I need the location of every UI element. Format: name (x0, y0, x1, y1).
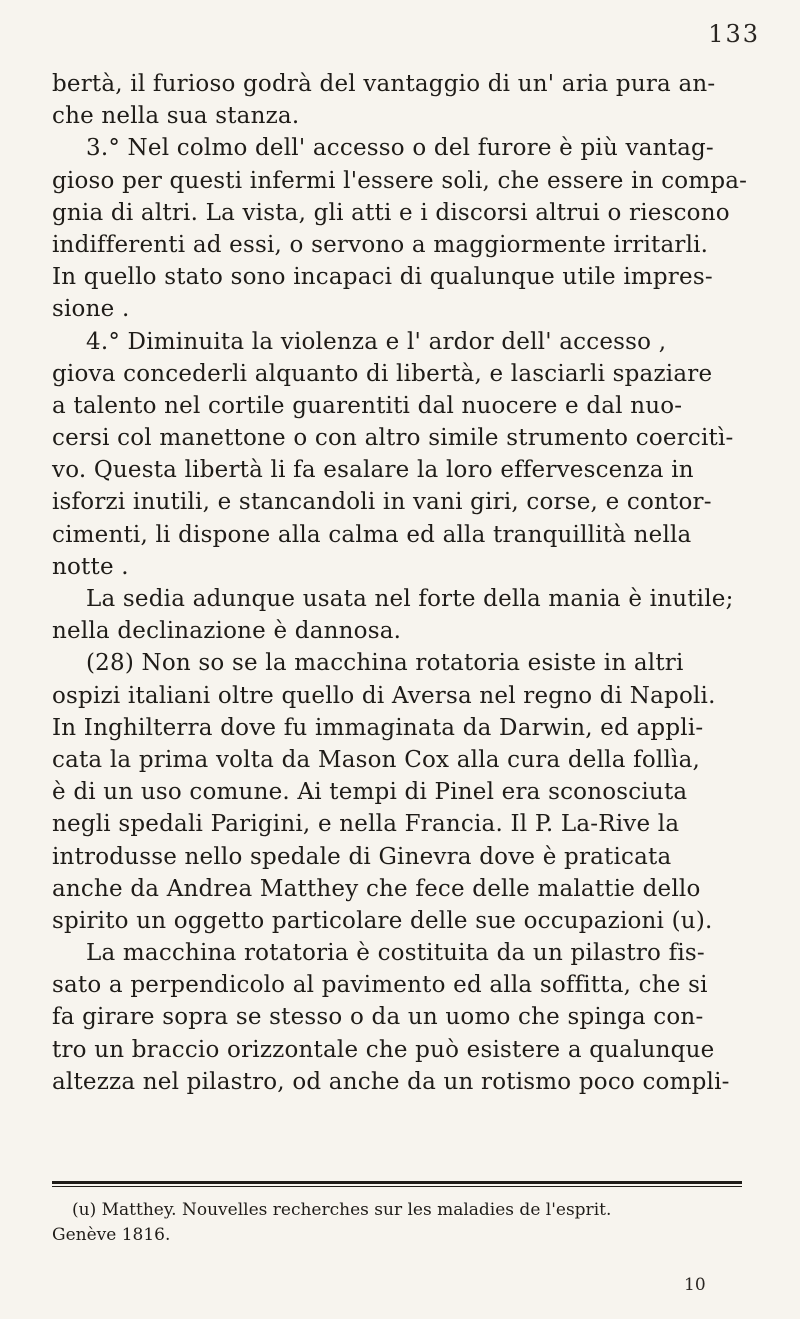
footnote-separator-rule (52, 1181, 742, 1184)
text-line: vo. Questa libertà li fa esalare la loro effervescenza in (52, 457, 694, 484)
text-line: negli spedali Parigini, e nella Francia. Il P. La-Rive la (52, 811, 680, 838)
text-line: anche da Andrea Matthey che fece delle malattie dello (52, 875, 701, 902)
text-line: cersi col manettone o con altro simile strumento coercitì- (52, 425, 734, 452)
footnote-line: Genève 1816. (52, 1225, 171, 1245)
text-line: giova concederli alquanto di libertà, e lasciarli spaziare (52, 360, 713, 387)
text-line: tro un braccio orizzontale che può esistere a qualunque (52, 1036, 715, 1063)
text-line: (28) Non so se la macchina rotatoria esiste in altri (86, 650, 684, 677)
text-line: che nella sua stanza. (52, 103, 300, 130)
text-line: 4.° Diminuita la violenza e l' ardor dell' accesso , (86, 328, 667, 355)
signature-mark: 10 (684, 1275, 706, 1295)
text-line: spirito un oggetto particolare delle sue occupazioni (u). (52, 907, 713, 934)
text-line: è di un uso comune. Ai tempi di Pinel era sconosciuta (52, 779, 688, 806)
footnote (52, 1198, 752, 1248)
text-line: introdusse nello spedale di Ginevra dove è praticata (52, 843, 672, 870)
text-line: cata la prima volta da Mason Cox alla cura della follìa, (52, 746, 701, 773)
text-line: altezza nel pilastro, od anche da un rotismo poco compli- (52, 1068, 730, 1095)
footnote-line: (u) Matthey. Nouvelles recherches sur les maladies de l'esprit. (72, 1200, 612, 1220)
text-line: La sedia adunque usata nel forte della mania è inutile; (86, 586, 734, 612)
body-text (52, 68, 748, 1098)
text-line: sione . (52, 296, 130, 323)
text-line: nella declinazione è dannosa. (52, 618, 402, 645)
text-line: sato a perpendicolo al pavimento ed alla soffitta, che si (52, 972, 708, 999)
text-line: isforzi inutili, e stancandoli in vani giri, corse, e contor- (52, 489, 712, 516)
text-line: La macchina rotatoria è costituita da un pilastro fis- (86, 940, 705, 967)
footnote-separator-thin-rule (52, 1186, 742, 1187)
text-line: a talento nel cortile guarentiti dal nuocere e dal nuo- (52, 392, 683, 419)
page-number: 133 (708, 20, 760, 48)
text-line: gnia di altri. La vista, gli atti e i discorsi altrui o riescono (52, 199, 730, 226)
text-line: In quello stato sono incapaci di qualunque utile impres- (52, 264, 713, 291)
text-line: cimenti, li dispone alla calma ed alla tranquillità nella (52, 521, 692, 548)
text-line: notte . (52, 553, 129, 580)
text-line: bertà, il furioso godrà del vantaggio di un' aria pura an- (52, 71, 716, 97)
text-line: gioso per questi infermi l'essere soli, che essere in compa- (52, 167, 748, 194)
text-line: ospizi italiani oltre quello di Aversa nel regno di Napoli. (52, 682, 716, 709)
text-line: fa girare sopra se stesso o da un uomo che spinga con- (52, 1004, 704, 1031)
text-line: 3.° Nel colmo dell' accesso o del furore è più vantag- (86, 135, 714, 162)
text-line: indifferenti ad essi, o servono a maggiormente irritarli. (52, 231, 709, 258)
text-line: In Inghilterra dove fu immaginata da Darwin, ed appli- (52, 714, 704, 741)
